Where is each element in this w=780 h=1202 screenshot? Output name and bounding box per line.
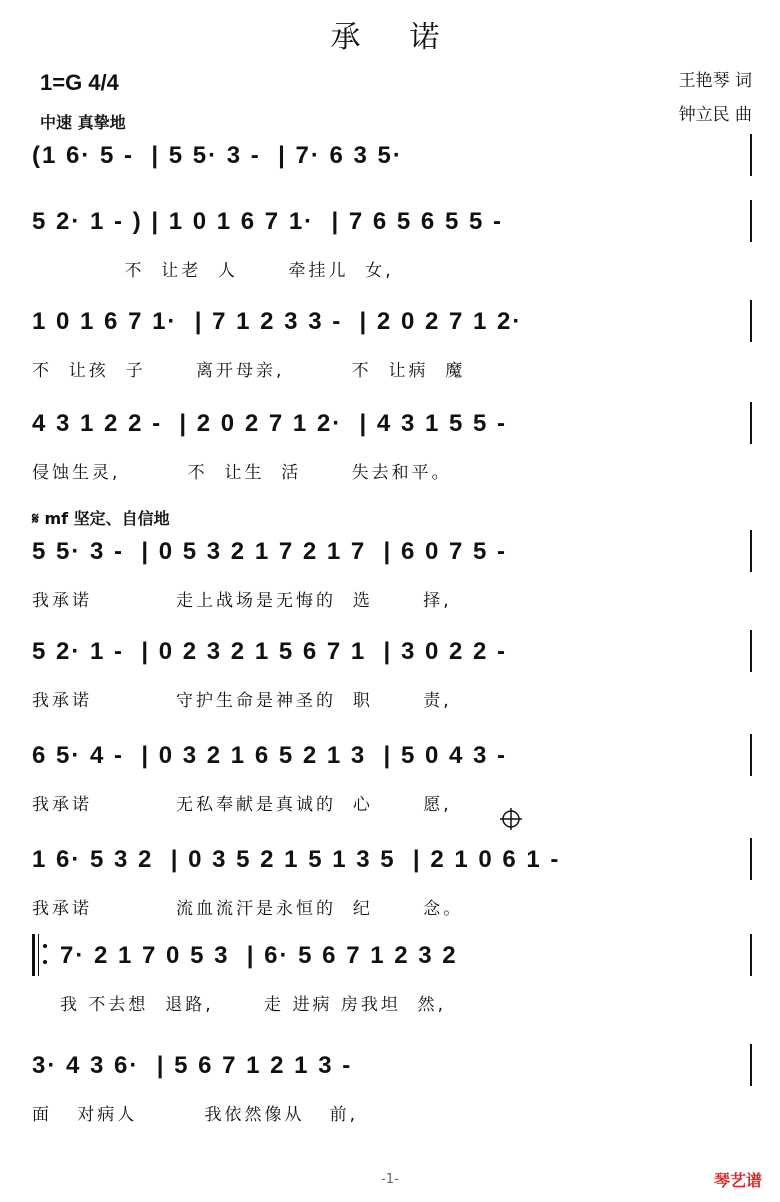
key-signature: 1=G 4/4 bbox=[40, 70, 119, 95]
notation-line: 6 5· 4 - | 0 3 2 1 6 5 2 1 3 | 5 0 4 3 - bbox=[32, 742, 507, 769]
barline bbox=[750, 300, 752, 342]
lyrics-line: 我承诺 走上战场是无悔的 选 择, bbox=[32, 591, 452, 611]
lyrics-line: 我承诺 无私奉献是真诚的 心 愿, bbox=[32, 795, 452, 815]
crosshair-icon bbox=[500, 808, 522, 830]
notation-line: 1 0 1 6 7 1· | 7 1 2 3 3 - | 2 0 2 7 1 2· bbox=[32, 308, 523, 335]
lyrics-line: 我 不去想 退路, 走 进病 房我坦 然, bbox=[60, 995, 447, 1015]
notation-line: 4 3 1 2 2 - | 2 0 2 7 1 2· | 4 3 1 5 5 - bbox=[32, 410, 507, 437]
lyrics-line: 侵蚀生灵, 不 让生 活 失去和平。 bbox=[32, 463, 452, 483]
notation-line: 7· 2 1 7 0 5 3 | 6· 5 6 7 1 2 3 2 bbox=[60, 942, 458, 969]
lyrics-line: 面 对病人 我依然像从 前, bbox=[32, 1105, 359, 1125]
segno-expression: 𝄋 mf 坚定、自信地 bbox=[32, 509, 170, 528]
lyrics-line: 不 让孩 子 离开母亲, 不 让病 魔 bbox=[32, 361, 466, 381]
barline bbox=[750, 630, 752, 672]
notation-line: 1 6· 5 3 2 | 0 3 5 2 1 5 1 3 5 | 2 1 0 6 1 - bbox=[32, 846, 561, 873]
barline bbox=[750, 1044, 752, 1086]
page-number: -1- bbox=[381, 1172, 399, 1187]
barline bbox=[750, 200, 752, 242]
song-title: 承 诺 bbox=[330, 20, 450, 55]
barline bbox=[750, 838, 752, 880]
notation-line: (1 6· 5 - | 5 5· 3 - | 7· 6 3 5· bbox=[32, 142, 403, 169]
lyricist-credit: 王艳琴 词 bbox=[678, 71, 752, 91]
lyrics-line: 我承诺 流血流汗是永恒的 纪 念。 bbox=[32, 899, 464, 919]
composer-credit: 钟立民 曲 bbox=[678, 105, 752, 125]
notation-line: 5 5· 3 - | 0 5 3 2 1 7 2 1 7 | 6 0 7 5 - bbox=[32, 538, 507, 565]
watermark-logo: 琴艺谱 bbox=[713, 1171, 762, 1190]
barline bbox=[750, 734, 752, 776]
tempo-marking: 中速 真挚地 bbox=[40, 113, 126, 132]
notation-line: 3· 4 3 6· | 5 6 7 1 2 1 3 - bbox=[32, 1052, 353, 1079]
barline bbox=[750, 134, 752, 176]
lyrics-line: 不 让老 人 牵挂儿 女, bbox=[32, 261, 394, 281]
notation-line: 5 2· 1 - | 0 2 3 2 1 5 6 7 1 | 3 0 2 2 - bbox=[32, 638, 507, 665]
barline bbox=[750, 530, 752, 572]
notation-line: 5 2· 1 - ) | 1 0 1 6 7 1· | 7 6 5 6 5 5 - bbox=[32, 208, 503, 235]
lyrics-line: 我承诺 守护生命是神圣的 职 责, bbox=[32, 691, 452, 711]
barline bbox=[750, 934, 752, 976]
barline bbox=[750, 402, 752, 444]
